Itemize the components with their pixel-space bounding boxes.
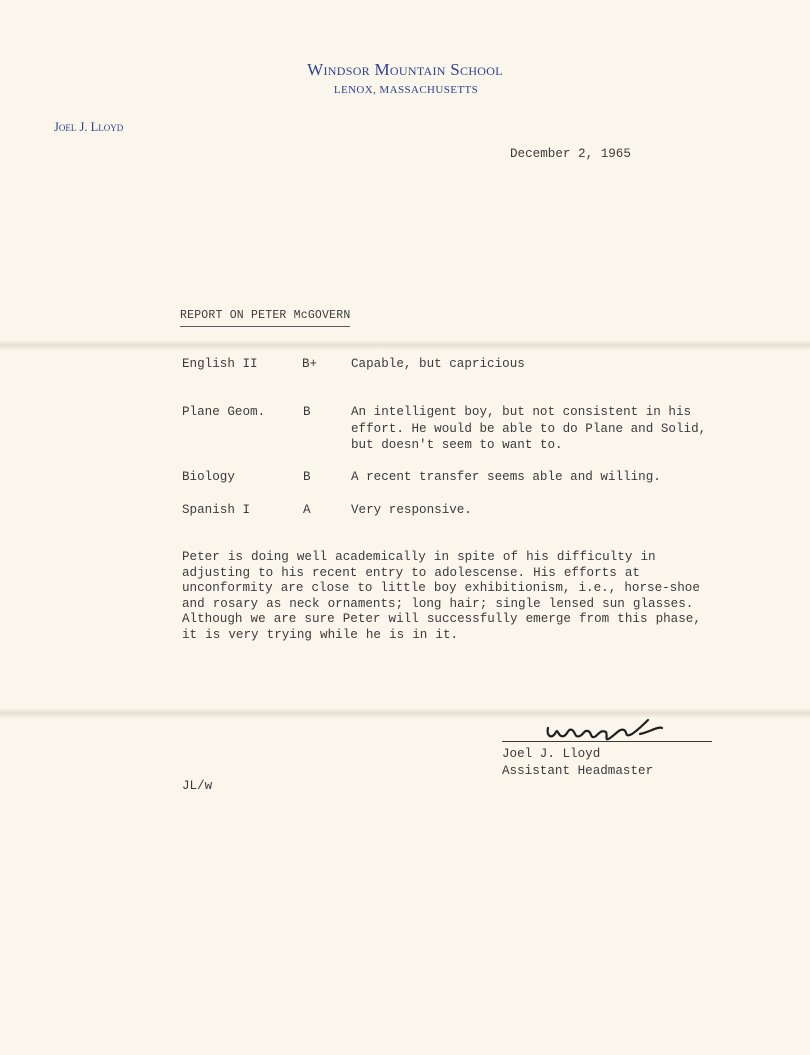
letterhead-school-name: Windsor Mountain School xyxy=(307,60,503,79)
report-title: REPORT ON PETER McGOVERN xyxy=(180,308,350,327)
grade-comment: A recent transfer seems able and willing. xyxy=(351,470,661,484)
signatory-title: Assistant Headmaster xyxy=(502,764,654,778)
grade-comment: Very responsive. xyxy=(351,503,472,517)
subject-name: Plane Geom. xyxy=(182,405,266,419)
grade-comment: Capable, but capricious xyxy=(351,357,525,371)
letterhead-address: LENOX, MASSACHUSETTS xyxy=(333,84,479,96)
subject-name: English II xyxy=(182,357,258,371)
grade-value: A xyxy=(303,503,311,517)
letterhead-sender: Joel J. Lloyd xyxy=(54,120,124,134)
grade-value: B+ xyxy=(302,357,318,371)
paper-fold-upper xyxy=(0,340,810,350)
letter-date: December 2, 1965 xyxy=(510,147,631,161)
grade-value: B xyxy=(303,405,311,419)
grade-comment: An intelligent boy, but not consistent in his effort. He would be able to do Plane and Solid, but doesn't seem to want to. xyxy=(351,405,707,452)
subject-name: Biology xyxy=(182,470,235,484)
signatory-name: Joel J. Lloyd xyxy=(502,747,601,761)
summary-paragraph: Peter is doing well academically in spite of his difficulty in adjusting to his recent entry to adolescense. His efforts at unconformity are close to little boy exhibitionism, i.e., horse-shoe and rosary as neck ornaments; long hair; single lensed sun glasses. Although we are sure Peter will successfully emerge from this phase, it is very trying while he is in it. xyxy=(182,550,701,642)
grade-value: B xyxy=(303,470,311,484)
subject-name: Spanish I xyxy=(182,503,251,517)
typist-initials: JL/w xyxy=(182,779,213,793)
signature-line xyxy=(502,741,712,742)
